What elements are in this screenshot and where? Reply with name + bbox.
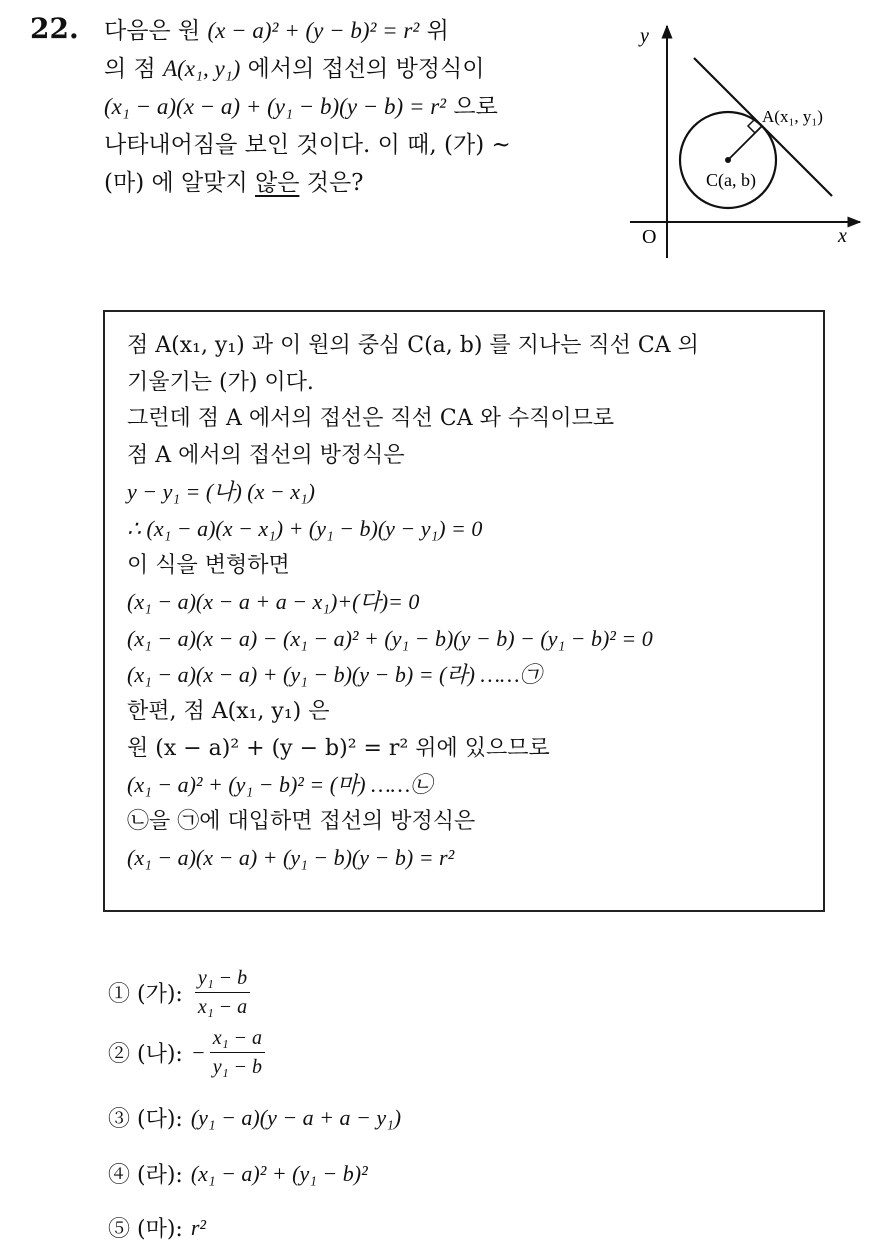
choice-expression: r² <box>190 1214 206 1240</box>
numerator: x₁ − a <box>210 1026 265 1053</box>
circle-equation: (x − a)² + (y − b)² = r² <box>207 18 420 43</box>
stem-line-2: 의 점 A(x₁, y₁) 에서의 접선의 방정식이 <box>104 56 485 82</box>
stem-line-5: (마) 에 알맞지 않은 것은? <box>104 170 364 196</box>
radius-line <box>728 126 762 160</box>
y-axis-label: y <box>640 25 649 47</box>
choice-label: ③ (다): <box>108 1107 183 1132</box>
proof-line: 점 A 에서의 접선의 방정식은 <box>127 442 405 468</box>
choice-1[interactable] <box>108 966 250 1019</box>
origin-label: O <box>642 226 657 248</box>
proof-line: ∴ (x₁ − a)(x − x₁) + (y₁ − b)(y − y₁) = 0 <box>127 515 483 541</box>
proof-line: 이 식을 변형하면 <box>127 552 290 578</box>
choice-4[interactable] <box>108 1158 368 1189</box>
choice-5[interactable] <box>108 1212 206 1243</box>
choice-label: ④ (라): <box>108 1163 183 1188</box>
proof-line: 그런데 점 A 에서의 접선은 직선 CA 와 수직이므로 <box>127 406 615 432</box>
proof-line: 점 A(x₁, y₁) 과 이 원의 중심 C(a, b) 를 지나는 직선 CA 의 <box>127 333 699 358</box>
point-c-label: C(a, b) <box>706 170 756 190</box>
proof-line: (x₁ − a)(x − a) + (y₁ − b)(y − b) = r² <box>127 845 455 871</box>
figure-svg <box>620 18 870 268</box>
choice-label: ① (가): <box>108 982 183 1007</box>
proof-line: ㉡을 ㉠에 대입하면 접선의 방정식은 <box>127 808 476 834</box>
point-a-label: A(x₁, y₁) <box>762 107 823 126</box>
underlined-word: 않은 <box>254 170 300 196</box>
choice-label: ② (나): <box>108 1042 183 1067</box>
denominator: x₁ − a <box>197 996 248 1018</box>
right-angle-mark <box>748 119 755 133</box>
tangent-equation: (x₁ − a)(x − a) + (y₁ − b)(y − b) = r² <box>104 94 447 119</box>
proof-line: (x₁ − a)(x − a) − (x₁ − a)² + (y₁ − b)(y − b) − (y₁ − b)² = 0 <box>127 625 653 651</box>
numerator: y₁ − b <box>195 966 250 993</box>
x-axis-label: x <box>838 225 847 247</box>
stem-line-4: 나타내어짐을 보인 것이다. 이 때, (가) ~ <box>104 132 511 158</box>
proof-line: (x₁ − a)(x − a) + (y₁ − b)(y − b) = (라) ……㉠ <box>127 662 542 688</box>
proof-line: 한편, 점 A(x₁, y₁) 은 <box>127 698 330 724</box>
proof-line: (x₁ − a)² + (y₁ − b)² = (마) ……㉡ <box>127 772 433 798</box>
denominator: y₁ − b <box>212 1056 263 1078</box>
proof-line: 원 (x − a)² + (y − b)² = r² 위에 있으므로 <box>127 735 550 761</box>
choice-expression: (x₁ − a)² + (y₁ − b)² <box>190 1160 368 1186</box>
tangent-figure <box>620 18 870 268</box>
proof-line: (x₁ − a)(x − a + a − x₁)+(다)= 0 <box>127 589 420 615</box>
choice-label: ⑤ (마): <box>108 1217 183 1242</box>
choice-2[interactable] <box>108 1026 265 1079</box>
fraction <box>210 1026 265 1079</box>
choice-expression: (y₁ − a)(y − a + a − y₁) <box>190 1104 402 1130</box>
stem-line-1: 다음은 원 (x − a)² + (y − b)² = r² 위 <box>104 18 449 44</box>
fraction <box>195 966 250 1019</box>
stem-line-3: (x₁ − a)(x − a) + (y₁ − b)(y − b) = r² 으로 <box>104 94 498 120</box>
center-point <box>725 157 731 163</box>
proof-line: y − y₁ = (나) (x − x₁) <box>127 479 315 505</box>
minus-sign: − <box>190 1039 206 1065</box>
question-number: 22. <box>30 12 79 45</box>
tangent-point: A(x₁, y₁) <box>163 56 241 81</box>
question-stem <box>104 12 604 202</box>
choice-3[interactable] <box>108 1102 401 1133</box>
proof-line: 기울기는 (가) 이다. <box>127 369 314 395</box>
proof-box <box>103 310 825 912</box>
